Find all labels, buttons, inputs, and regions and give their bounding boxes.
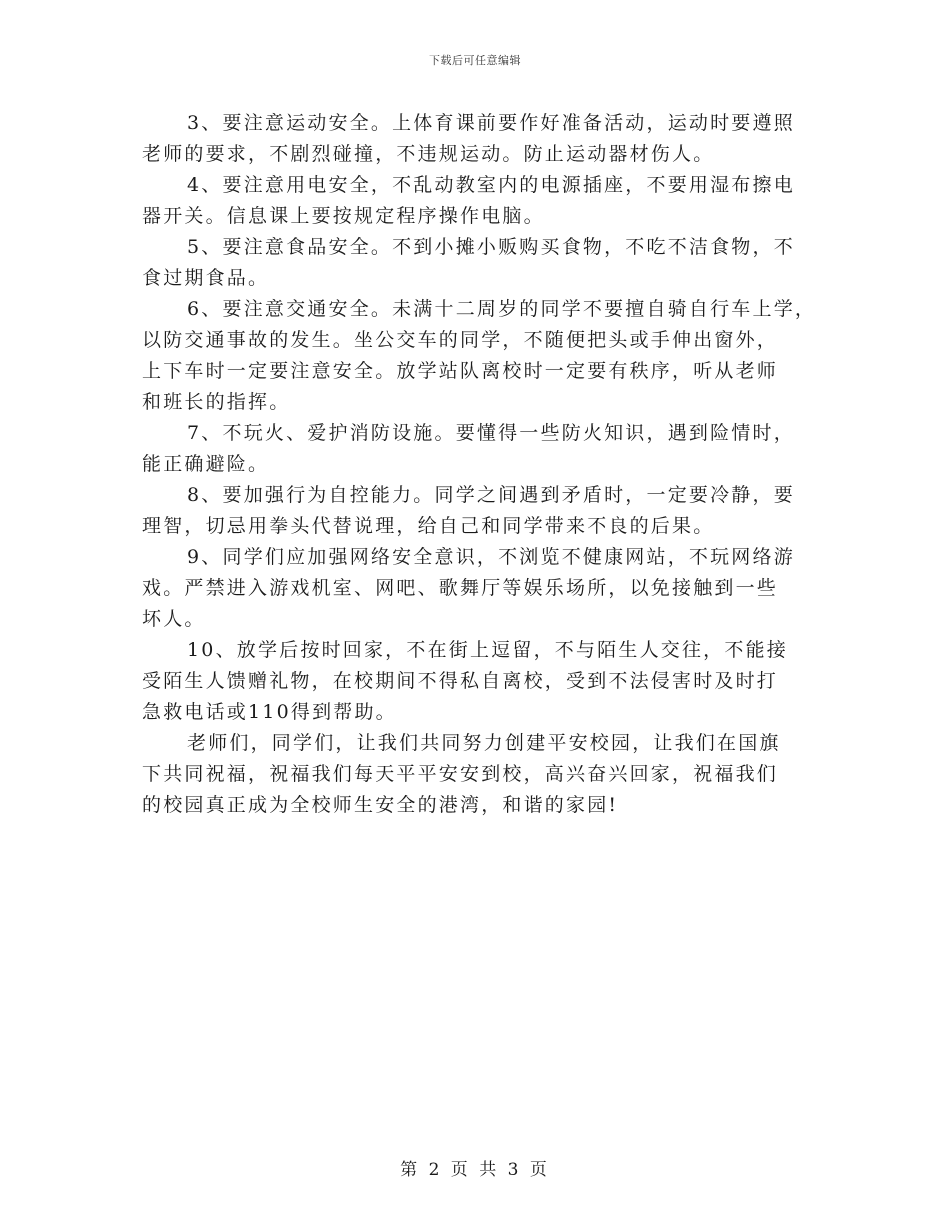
text-line: 能正确避险。: [142, 453, 270, 475]
paragraph-5: [142, 232, 810, 294]
closing-paragraph: [142, 728, 810, 821]
paragraph-6: [142, 294, 817, 418]
text-line: 坏人。: [142, 608, 206, 630]
text-line: 的校园真正成为全校师生安全的港湾，和谐的家园!: [142, 794, 619, 816]
text-line: 上下车时一定要注意安全。放学站队离校时一定要有秩序，听从老师: [142, 360, 779, 382]
page-header: 下载后可任意编辑: [429, 54, 521, 67]
text-line: 9、同学们应加强网络安全意识，不浏览不健康网站，不玩网络游: [187, 546, 795, 568]
text-line: 和班长的指挥。: [142, 391, 291, 413]
paragraph-10: [142, 635, 810, 728]
paragraph-4: [142, 170, 810, 232]
text-line: 4、要注意用电安全，不乱动教室内的电源插座，不要用湿布擦电: [187, 174, 795, 196]
document-body: [142, 108, 817, 821]
text-line: 老师的要求，不剧烈碰撞，不违规运动。防止运动器材伤人。: [142, 143, 715, 165]
text-line: 10、放学后按时回家，不在街上逗留，不与陌生人交往，不能接: [187, 639, 788, 661]
text-line: 以防交通事故的发生。坐公交车的同学，不随便把头或手伸出窗外，: [142, 329, 779, 351]
text-line: 8、要加强行为自控能力。同学之间遇到矛盾时，一定要冷静，要: [187, 484, 795, 506]
text-line: 5、要注意食品安全。不到小摊小贩购买食物，不吃不洁食物，不: [187, 236, 795, 258]
text-line: 食过期食品。: [142, 267, 270, 289]
text-line: 下共同祝福，祝福我们每天平平安安到校，高兴奋兴回家，祝福我们: [142, 763, 779, 785]
paragraph-8: [142, 480, 810, 542]
paragraph-9: [142, 542, 810, 635]
text-line: 老师们，同学们，让我们共同努力创建平安校园，让我们在国旗: [187, 732, 781, 754]
text-line: 器开关。信息课上要按规定程序操作电脑。: [142, 205, 545, 227]
text-line: 戏。严禁进入游戏机室、网吧、歌舞厅等娱乐场所，以免接触到一些: [142, 577, 779, 599]
text-line: 受陌生人馈赠礼物，在校期间不得私自离校，受到不法侵害时及时打: [142, 670, 779, 692]
text-line: 急救电话或110得到帮助。: [142, 701, 397, 723]
text-line: 理智，切忌用拳头代替说理，给自己和同学带来不良的后果。: [142, 515, 715, 537]
page-number-footer: 第 2 页 共 3 页: [400, 1160, 550, 1180]
text-line: 7、不玩火、爱护消防设施。要懂得一些防火知识，遇到险情时，: [187, 422, 795, 444]
text-line: 3、要注意运动安全。上体育课前要作好准备活动，运动时要遵照: [187, 112, 795, 134]
paragraph-7: [142, 418, 810, 480]
paragraph-3: [142, 108, 810, 170]
text-line: 6、要注意交通安全。未满十二周岁的同学不要擅自骑自行车上学，: [187, 298, 817, 320]
